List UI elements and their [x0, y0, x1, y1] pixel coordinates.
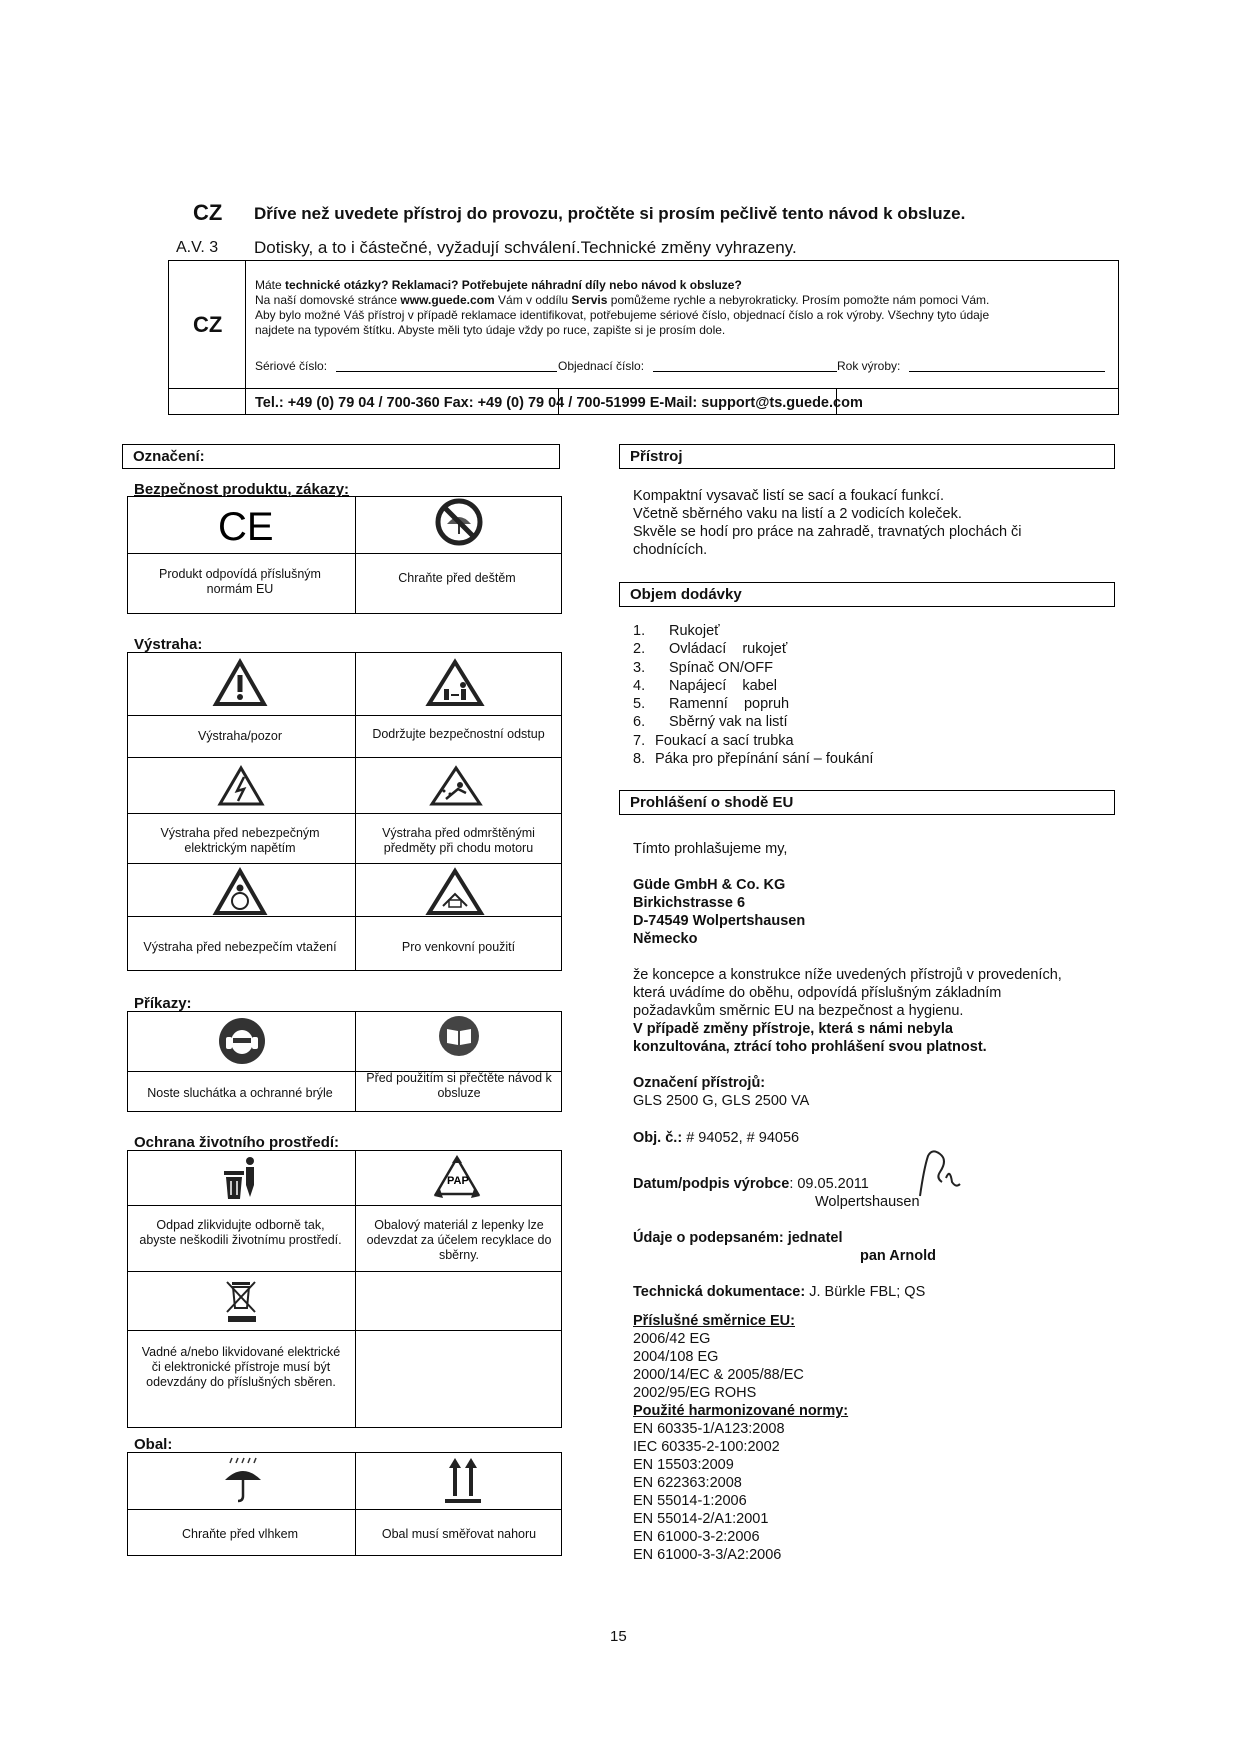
pap-icon-label: PAP: [447, 1175, 469, 1187]
pack-caption-1: Chraňte před vlhkem: [181, 1527, 299, 1541]
list-item: 6. Sběrný vak na listí: [633, 714, 788, 731]
declaration-intro: Tímto prohlašujeme my,: [633, 841, 788, 857]
warning-heading: Výstraha:: [134, 636, 203, 653]
declaration-text: že koncepce a konstrukce níže uvedených přístrojů v provedeních, která uvádíme do oběhu, odpovídá příslušným základním požadavkům směrnic EU na bezpečnost a hygienu. V případě změny přístroje, která s námi nebyla konzultována, ztrácí toho prohlášení svou platnost.: [633, 967, 1062, 1055]
list-item: 8. Páka pro přepínání sání – foukání: [633, 751, 874, 768]
directives: Příslušné směrnice EU: 2006/42 EG 2004/108 EG 2000/14/EC & 2005/88/EC 2002/95/EG ROHS Použité harmonizované normy: EN 60335-1/A123:2008 IEC 60335-2-100:2002 EN 15503:2009 EN 622363:2008 EN 55014-1:2006 EN 55014-2/A1:2001 EN 61000-3-2:2006 EN 61000-3-3/A2:2006: [633, 1313, 849, 1563]
ce-icon-label: CE: [218, 505, 274, 549]
list-item: 3. Spínač ON/OFF: [633, 659, 773, 676]
page-number: 15: [610, 1628, 627, 1645]
warning-caption-3: Výstraha před nebezpečným elektrickým napětím: [160, 826, 320, 855]
list-item: 5. Ramenní popruh: [633, 696, 790, 713]
signer-name: pan Arnold: [860, 1248, 936, 1264]
year-field[interactable]: [909, 371, 1105, 372]
list-item: 1. Rukojeť: [633, 623, 720, 639]
warning-caption-5: Výstraha před nebezpečím vtažení: [143, 940, 337, 954]
service-box: [168, 260, 1119, 415]
header-subtitle: Dotisky, a to i částečné, vyžadují schválení.Technické změny vyhrazeny.: [254, 238, 797, 257]
device-heading: Přístroj: [619, 444, 1115, 469]
device-description: Kompaktní vysavač listí se sací a foukací funkcí. Včetně sběrného vaku na listí a 2 vodicích koleček. Skvěle se hodí pro práce na zahradě, travnatých plochách či chodnících.: [633, 488, 1022, 558]
pap-recycling-icon: [432, 1154, 482, 1205]
list-item: 7. Foukací a sací trubka: [633, 732, 794, 749]
order-field[interactable]: [653, 371, 837, 372]
year-label: Rok výroby:: [837, 359, 901, 373]
warning-caption-2: Dodržujte bezpečnostní odstup: [372, 727, 545, 741]
warning-caption-1: Výstraha/pozor: [197, 729, 283, 743]
signer-label: Údaje o podepsaném: jednatel: [633, 1230, 843, 1246]
serial-field[interactable]: [336, 371, 557, 372]
safe-distance-icon: [427, 659, 483, 712]
warning-caption-6: Pro venkovní použití: [401, 940, 516, 954]
order-numbers: Obj. č.: # 94052, # 94056: [633, 1130, 800, 1146]
thrown-objects-icon: [430, 765, 482, 812]
entanglement-icon: [214, 868, 266, 921]
pack-heading: Obal:: [134, 1436, 173, 1453]
header-title: Dříve než uvedete přístroj do provozu, pročtěte si prosím pečlivě tento návod k obsluze.: [254, 204, 966, 223]
high-voltage-icon: [218, 765, 264, 812]
version-label: A.V. 3: [176, 239, 219, 256]
keep-dry-icon: [220, 1456, 266, 1511]
declaration-heading: Prohlášení o shodě EU: [619, 790, 1115, 815]
env-caption-1: Odpad zlikvidujte odborně tak, abyste neškodili životnímu prostředí.: [139, 1218, 342, 1247]
env-heading: Ochrana životního prostředí:: [134, 1134, 340, 1151]
scope-heading: Objem dodávky: [619, 582, 1115, 607]
designation-label: Označení přístrojů:: [633, 1075, 766, 1091]
list-item: 4. Napájecí kabel: [633, 677, 778, 694]
service-lang-code: CZ: [193, 312, 223, 337]
no-rain-icon: [435, 498, 483, 551]
read-manual-icon: [438, 1015, 480, 1062]
marking-heading: Označení:: [122, 444, 560, 469]
lang-code: CZ: [193, 200, 223, 225]
contact-line: Tel.: +49 (0) 79 04 / 700-360 Fax: +49 (0) 79 04 / 700-51999 E-Mail: support@ts.guede.com: [255, 395, 863, 411]
date-signature: Datum/podpis výrobce: 09.05.2011: [633, 1176, 869, 1192]
serial-label: Sériové číslo:: [255, 359, 328, 373]
warning-caption-4: Výstraha před odmrštěnými předměty při chodu motoru: [382, 826, 535, 855]
safety-caption-1: Produkt odpovídá příslušným normám EU: [159, 567, 321, 596]
env-caption-2: Obalový materiál z lepenky lze odevzdat za účelem recyklace do sběrny.: [366, 1218, 552, 1262]
safety-heading: Bezpečnost produktu, zákazy:: [134, 481, 350, 498]
orders-caption-1: Noste sluchátka a ochranné brýle: [147, 1086, 333, 1100]
env-caption-3: Vadné a/nebo likvidované elektrické či elektronické přístroje musí být odevzdány do příslušných sběren.: [141, 1345, 341, 1389]
ear-eye-protection-icon: [218, 1017, 266, 1070]
waste-bin-icon: [220, 1155, 264, 1206]
warning-grid: [127, 652, 562, 971]
this-way-up-icon: [443, 1456, 483, 1511]
orders-caption-2: Před použitím si přečtěte návod k obsluze: [366, 1071, 552, 1100]
scope-list: [633, 622, 1103, 768]
list-item: 2. Ovládací rukojeť: [633, 641, 788, 658]
designation-value: GLS 2500 G, GLS 2500 VA: [633, 1093, 810, 1109]
warning-icon: [214, 659, 266, 712]
ce-mark-icon: [218, 505, 274, 551]
weee-bin-icon: [222, 1278, 262, 1329]
outdoor-use-icon: [427, 868, 483, 921]
safety-caption-2: Chraňte před deštěm: [398, 571, 516, 585]
service-text: Máte technické otázky? Reklamaci? Potřebujete náhradní díly nebo návod k obsluze? Na naší domovské stránce www.guede.com Vám v oddílu Servis pomůžeme rychle a nebyrokraticky. Prosím pomožte nám pomoci Vám. Aby bylo možné Váš přístroj v případě reklamace identifikovat, potřebujeme sériové číslo, objednací číslo a rok výroby. Všechny tyto údaje najdete na typovém štítku. Abyste měli tyto údaje vždy po ruce, zapište si je prosím dole.: [255, 278, 990, 337]
order-label: Objednací číslo:: [558, 359, 645, 373]
company-address: Güde GmbH & Co. KG Birkichstrasse 6 D-74549 Wolpertshausen Německo: [633, 877, 806, 947]
tech-doc: Technická dokumentace: J. Bürkle FBL; QS: [633, 1284, 926, 1300]
place: Wolpertshausen: [815, 1194, 920, 1210]
signature-image: [910, 1148, 970, 1203]
pack-caption-2: Obal musí směřovat nahoru: [381, 1527, 537, 1541]
orders-heading: Příkazy:: [134, 995, 192, 1012]
